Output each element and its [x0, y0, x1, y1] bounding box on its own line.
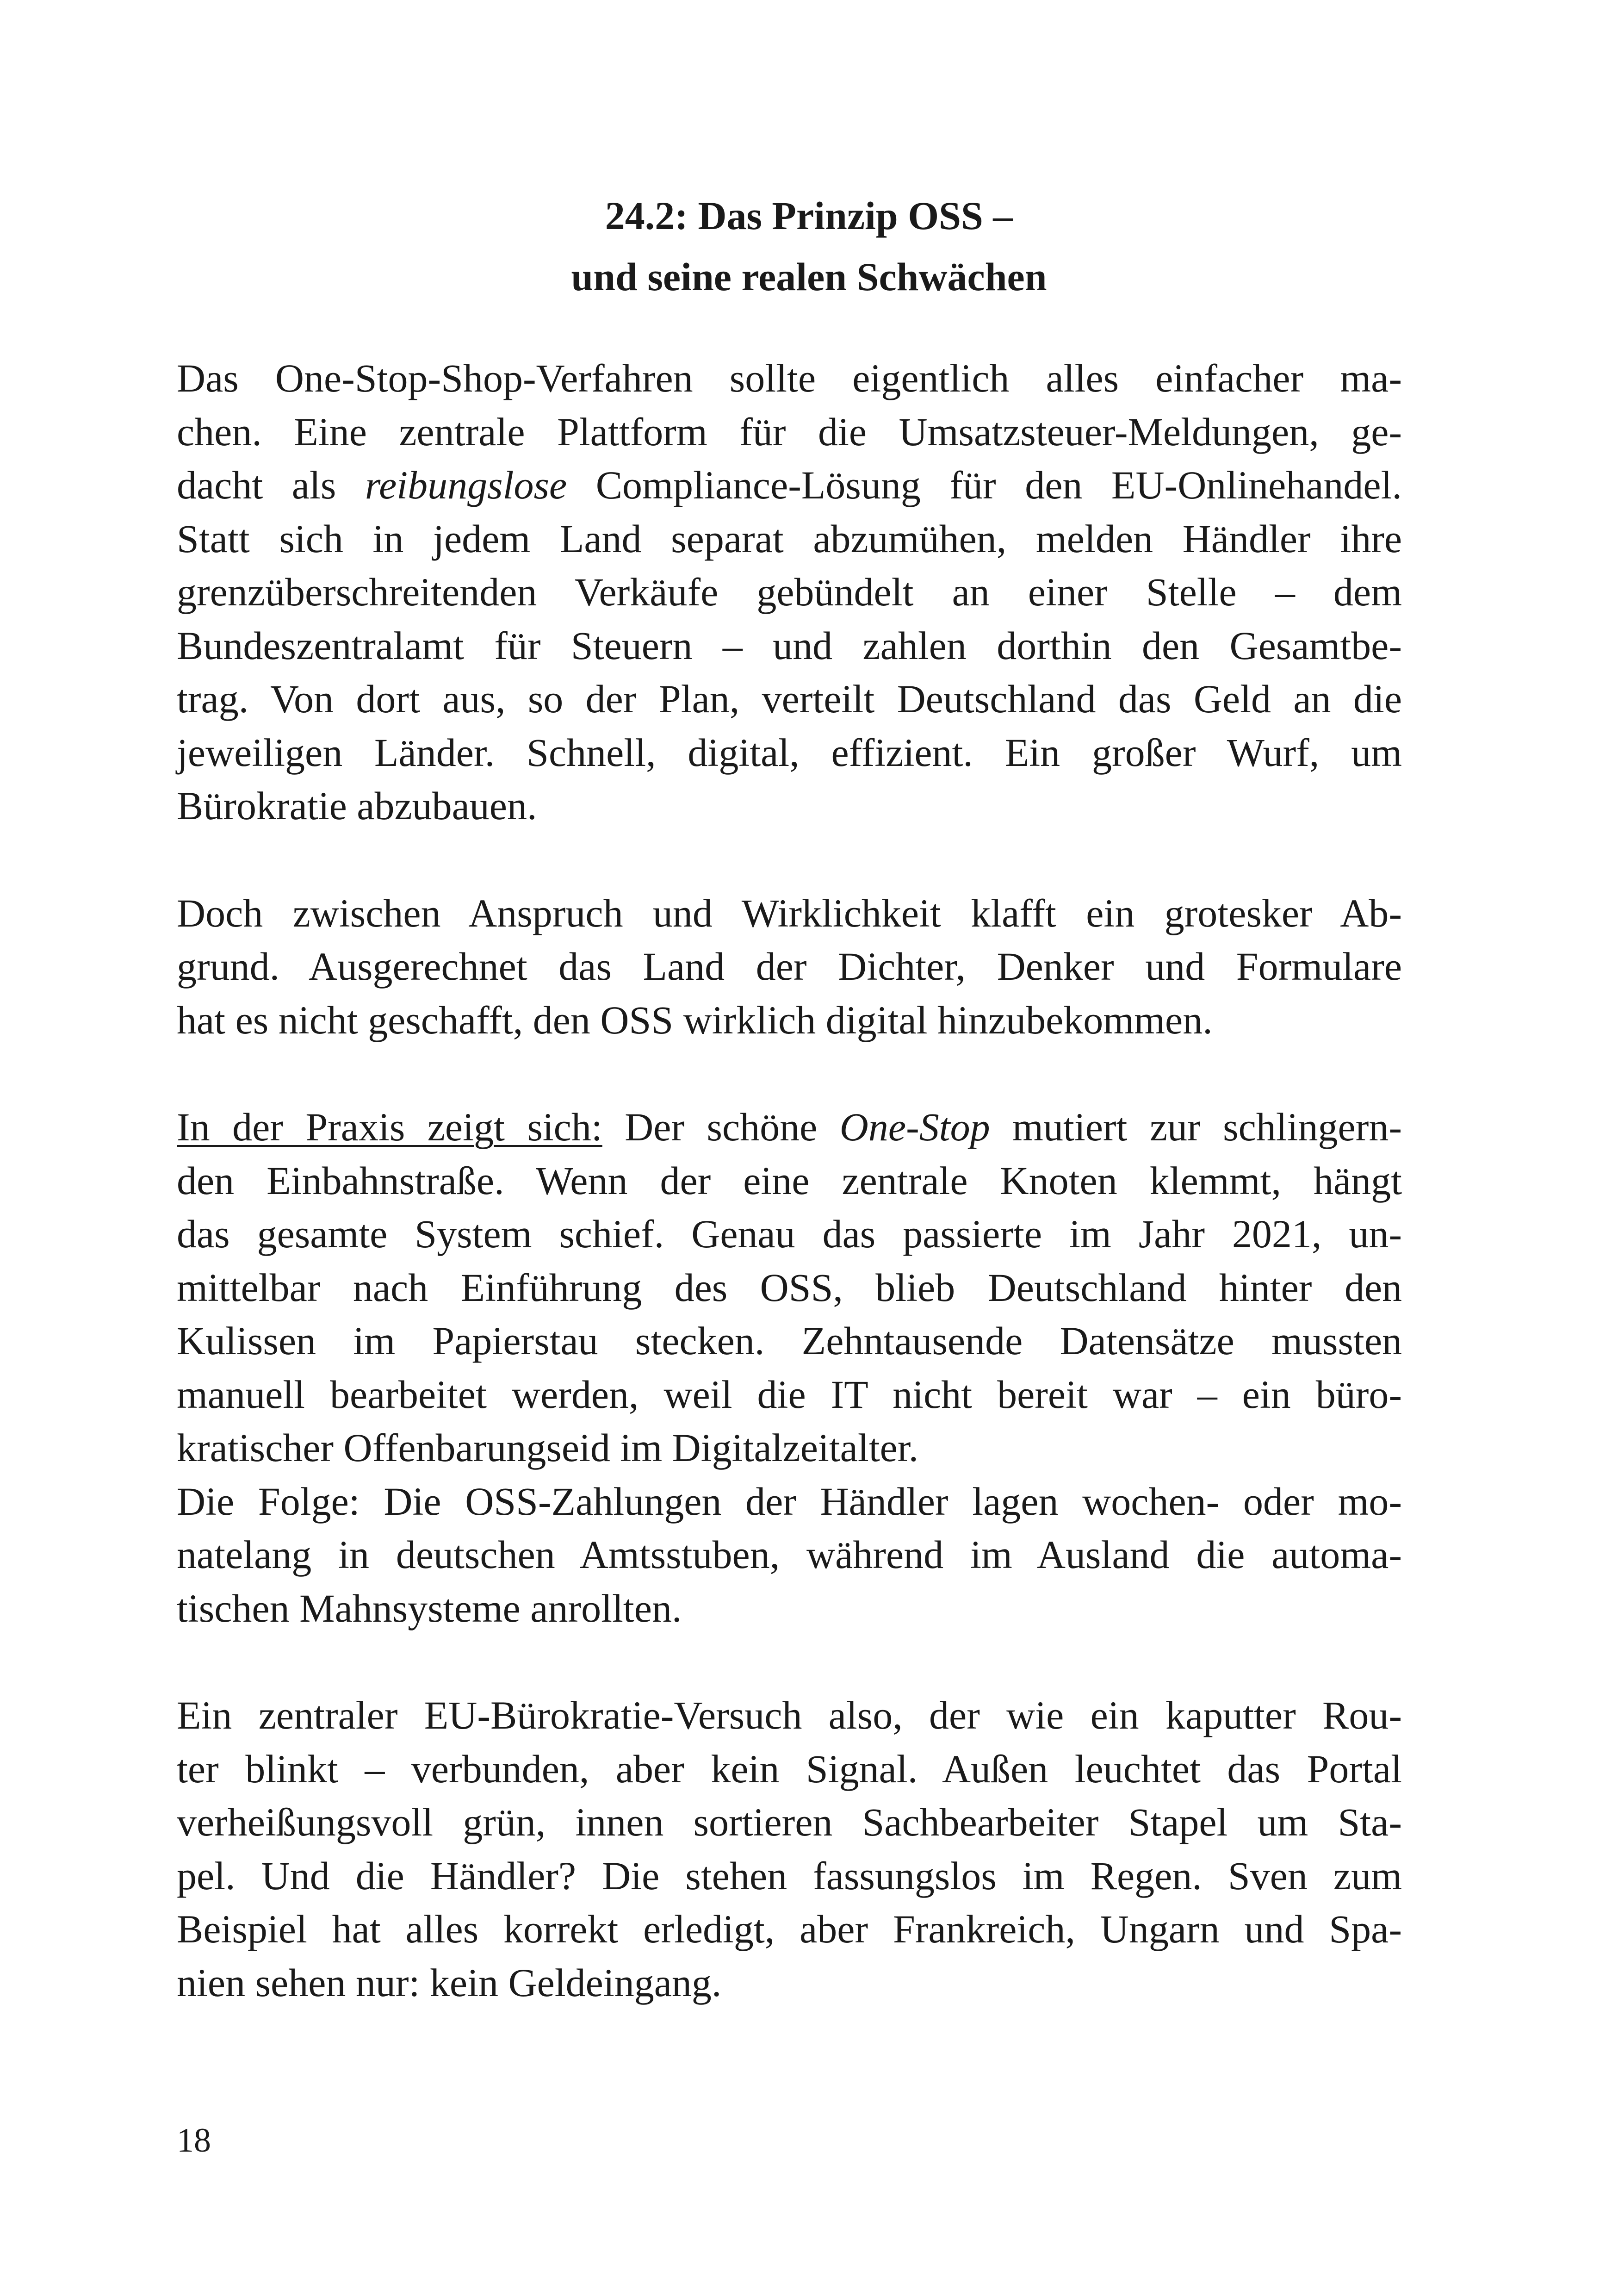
text-line: Kulissen im Papierstau stecken. Zehntausende Datensätze mussten	[177, 1319, 1402, 1363]
text-line: Die Folge: Die OSS-Zahlungen der Händler lagen wochen- oder mo-	[177, 1479, 1402, 1524]
text-run: Compliance-Lösung für den EU-Onlinehandel.	[567, 463, 1402, 507]
emphasis-text: reibungslose	[365, 463, 567, 507]
paragraph-2	[177, 887, 1402, 1047]
text-run: mutiert zur schlingern-	[990, 1105, 1402, 1149]
text-line: kratischer Offenbarungseid im Digitalzeitalter.	[177, 1425, 919, 1470]
heading-line-2: und seine realen Schwächen	[571, 255, 1047, 299]
text-line: Bundeszentralamt für Steuern – und zahlen dorthin den Gesamtbe-	[177, 623, 1402, 668]
text-line: trag. Von dort aus, so der Plan, verteilt Deutschland das Geld an die	[177, 677, 1402, 721]
text-run: dacht als	[177, 463, 365, 507]
body-text	[177, 352, 1402, 2063]
text-line	[177, 459, 1402, 512]
paragraph-5	[177, 1689, 1402, 2010]
page-number: 18	[177, 2122, 211, 2159]
text-line: Beispiel hat alles korrekt erledigt, aber Frankreich, Ungarn und Spa-	[177, 1907, 1402, 1951]
text-line: grund. Ausgerechnet das Land der Dichter, Denker und Formulare	[177, 944, 1402, 989]
text-line: tischen Mahnsysteme anrollten.	[177, 1586, 682, 1630]
chapter-heading	[0, 185, 1618, 307]
text-run: Der schöne	[602, 1105, 840, 1149]
heading-line-1: 24.2: Das Prinzip OSS –	[605, 193, 1013, 238]
text-line: Statt sich in jedem Land separat abzumühen, melden Händler ihre	[177, 516, 1402, 561]
text-line: Bürokratie abzubauen.	[177, 784, 537, 828]
emphasis-text: One-Stop	[839, 1105, 990, 1149]
underlined-text: In der Praxis zeigt sich:	[177, 1105, 602, 1149]
text-line: den Einbahnstraße. Wenn der eine zentrale Knoten klemmt, hängt	[177, 1158, 1402, 1203]
paragraph-4	[177, 1475, 1402, 1636]
text-line: nien sehen nur: kein Geldeingang.	[177, 1960, 722, 2005]
text-line: verheißungsvoll grün, innen sortieren Sachbearbeiter Stapel um Sta-	[177, 1800, 1402, 1844]
text-line: hat es nicht geschafft, den OSS wirklich digital hinzubekommen.	[177, 997, 1213, 1042]
text-line: ter blinkt – verbunden, aber kein Signal. Außen leuchtet das Portal	[177, 1746, 1402, 1791]
text-line: Ein zentraler EU-Bürokratie-Versuch also, der wie ein kaputter Rou-	[177, 1693, 1402, 1737]
text-line	[177, 1101, 1402, 1154]
text-line: chen. Eine zentrale Plattform für die Umsatzsteuer-Meldungen, ge-	[177, 409, 1402, 454]
text-line: pel. Und die Händler? Die stehen fassungslos im Regen. Sven zum	[177, 1853, 1402, 1898]
text-line: Doch zwischen Anspruch und Wirklichkeit klafft ein grotesker Ab-	[177, 890, 1402, 935]
paragraph-1	[177, 352, 1402, 833]
text-line: jeweiligen Länder. Schnell, digital, effizient. Ein großer Wurf, um	[177, 730, 1402, 775]
text-line: grenzüberschreitenden Verkäufe gebündelt an einer Stelle – dem	[177, 570, 1402, 614]
text-line: mittelbar nach Einführung des OSS, blieb Deutschland hinter den	[177, 1265, 1402, 1310]
text-line: das gesamte System schief. Genau das passierte im Jahr 2021, un-	[177, 1212, 1402, 1256]
paragraph-3	[177, 1101, 1402, 1475]
text-line: manuell bearbeitet werden, weil die IT nicht bereit war – ein büro-	[177, 1372, 1402, 1417]
text-line: Das One-Stop-Shop-Verfahren sollte eigentlich alles einfacher ma-	[177, 356, 1402, 400]
text-line: natelang in deutschen Amtsstuben, während im Ausland die automa-	[177, 1532, 1402, 1577]
